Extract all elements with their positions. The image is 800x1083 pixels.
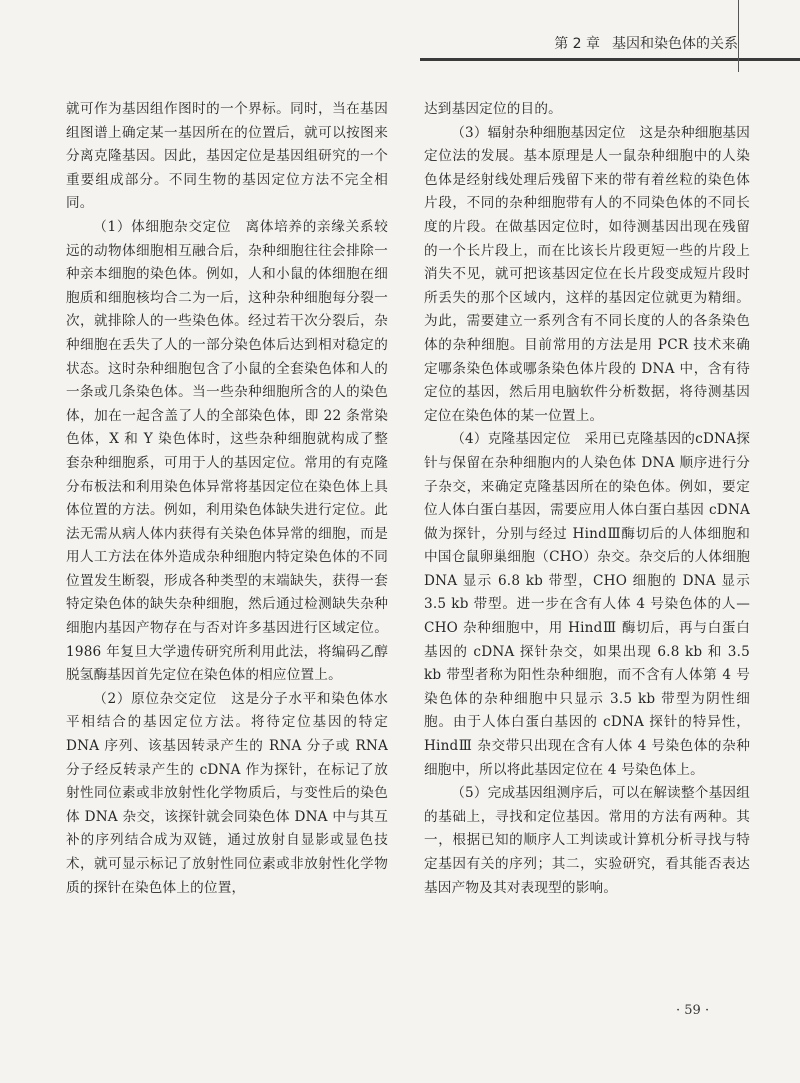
paragraph: （3）辐射杂种细胞基因定位 这是杂种细胞基因定位法的发展。基本原理是人一鼠杂种细胞中的人染色体是经射线处理后残留下来的带有着丝粒的染色体片段，不同的杂种细胞带有人的不同染色体的不同长度的片段。在做基因定位时，如待测基因出现在残留的一个长片段上，而在比该长片段更短一些的片段上消失不见，就可把该基因定位在长片段变成短片段时所丢失的那个区域内，这样的基因定位就更为精细。为此，需要建立一系列含有不同长度的人的各条染色体的杂种细胞。目前常用的方法是用 PCR 技术来确定哪条染色体或哪条染色体片段的 DNA 中，含有待定位的基因，然后用电脑软件分析数据，将待测基因定位在染色体的某一位置上。 xyxy=(424,124,750,424)
page-number: · 59 · xyxy=(676,1003,710,1018)
chapter-number: 第 2 章 xyxy=(554,36,600,52)
header-rule xyxy=(420,58,800,61)
paragraph: （5）完成基因组测序后，可以在解读整个基因组的基础上，寻找和定位基因。常用的方法有两种。其一，根据已知的顺序人工判读或计算机分析寻找与特定基因有关的序列；其二，实验研究，看其能否表达基因产物及其对表现型的影响。 xyxy=(424,785,750,896)
header-vertical-rule xyxy=(738,0,739,72)
paragraph: （2）原位杂交定位 这是分子水平和染色体水平相结合的基因定位方法。将待定位基因的特定 DNA 序列、该基因转录产生的 RNA 分子或 RNA 分子经反转录产生的 cDNA 作为探针，在标记了放射性同位素或非放射性化学物质后，与变性后的染色体 DNA 杂交，该探针就会同染色体 DNA 中与其互补的序列结合成为双链，通过放射自显影或显色技术，就可显示标记了放射性同位素或非放射性化学物质的探针在染色体上的位置， xyxy=(66,690,388,896)
left-column xyxy=(66,98,388,900)
running-header xyxy=(554,33,738,53)
paragraph: （4）克隆基因定位 采用已克隆基因的cDNA探针与保留在杂种细胞内的人染色体 DNA 顺序进行分子杂交，来确定克隆基因所在的染色体。例如，要定位人体白蛋白基因，需要应用人体白蛋白基因 cDNA 做为探针，分别与经过 HindⅢ酶切后的人体细胞和中国仓鼠卵巢细胞（CHO）杂交。杂交后的人体细胞 DNA 显示 6.8 kb 带型，CHO 细胞的 DNA 显示 3.5 kb 带型。进一步在含有人体 4 号染色体的人—CHO 杂种细胞中，用 HindⅢ 酶切后，再与白蛋白基因的 cDNA 探针杂交，如果出现 6.8 kb 和 3.5 kb 带型者称为阳性杂种细胞，而不含有人体第 4 号染色体的杂种细胞中只显示 3.5 kb 带型为阴性细胞。由于人体白蛋白基因的 cDNA 探针的特异性，HindⅢ 杂交带只出现在含有人体 4 号染色体的杂种细胞中，所以将此基因定位在 4 号染色体上。 xyxy=(424,431,750,778)
chapter-title: 基因和染色体的关系 xyxy=(612,36,738,52)
paragraph: 达到基因定位的目的。 xyxy=(424,101,562,117)
paragraph: （1）体细胞杂交定位 离体培养的亲缘关系较远的动物体细胞相互融合后，杂种细胞往往会排除一种亲本细胞的染色体。例如，人和小鼠的体细胞在细胞质和细胞核均合二为一后，这种杂种细胞每分裂一次，就排除人的一些染色体。经过若干次分裂后，杂种细胞在丢失了人的一部分染色体后达到相对稳定的状态。这时杂种细胞包含了小鼠的全套染色体和人的一条或几条染色体。当一些杂种细胞所含的人的染色体，加在一起含盖了人的全部染色体，即 22 条常染色体，X 和 Y 染色体时，这些杂种细胞就构成了整套杂种细胞系，可用于人的基因定位。常用的有克隆分布板法和利用染色体异常将基因定位在染色体上具体位置的方法。例如，利用染色体缺失进行定位。此法无需从病人体内获得有关染色体异常的细胞，而是用人工方法在体外造成杂种细胞内特定染色体的不同位置发生断裂，形成各种类型的末端缺失，获得一套特定染色体的缺失杂种细胞，然后通过检测缺失杂种细胞内基因产物存在与否对许多基因进行区域定位。1986 年复旦大学遗传研究所利用此法，将编码乙醇脱氢酶基因首先定位在染色体的相应位置上。 xyxy=(66,218,388,684)
paragraph: 就可作为基因组作图时的一个界标。同时，当在基因组图谱上确定某一基因所在的位置后，就可以按图来分离克隆基因。因此，基因定位是基因组研究的一个重要组成部分。不同生物的基因定位方法不完全相同。 xyxy=(66,101,388,212)
right-column xyxy=(424,98,750,900)
